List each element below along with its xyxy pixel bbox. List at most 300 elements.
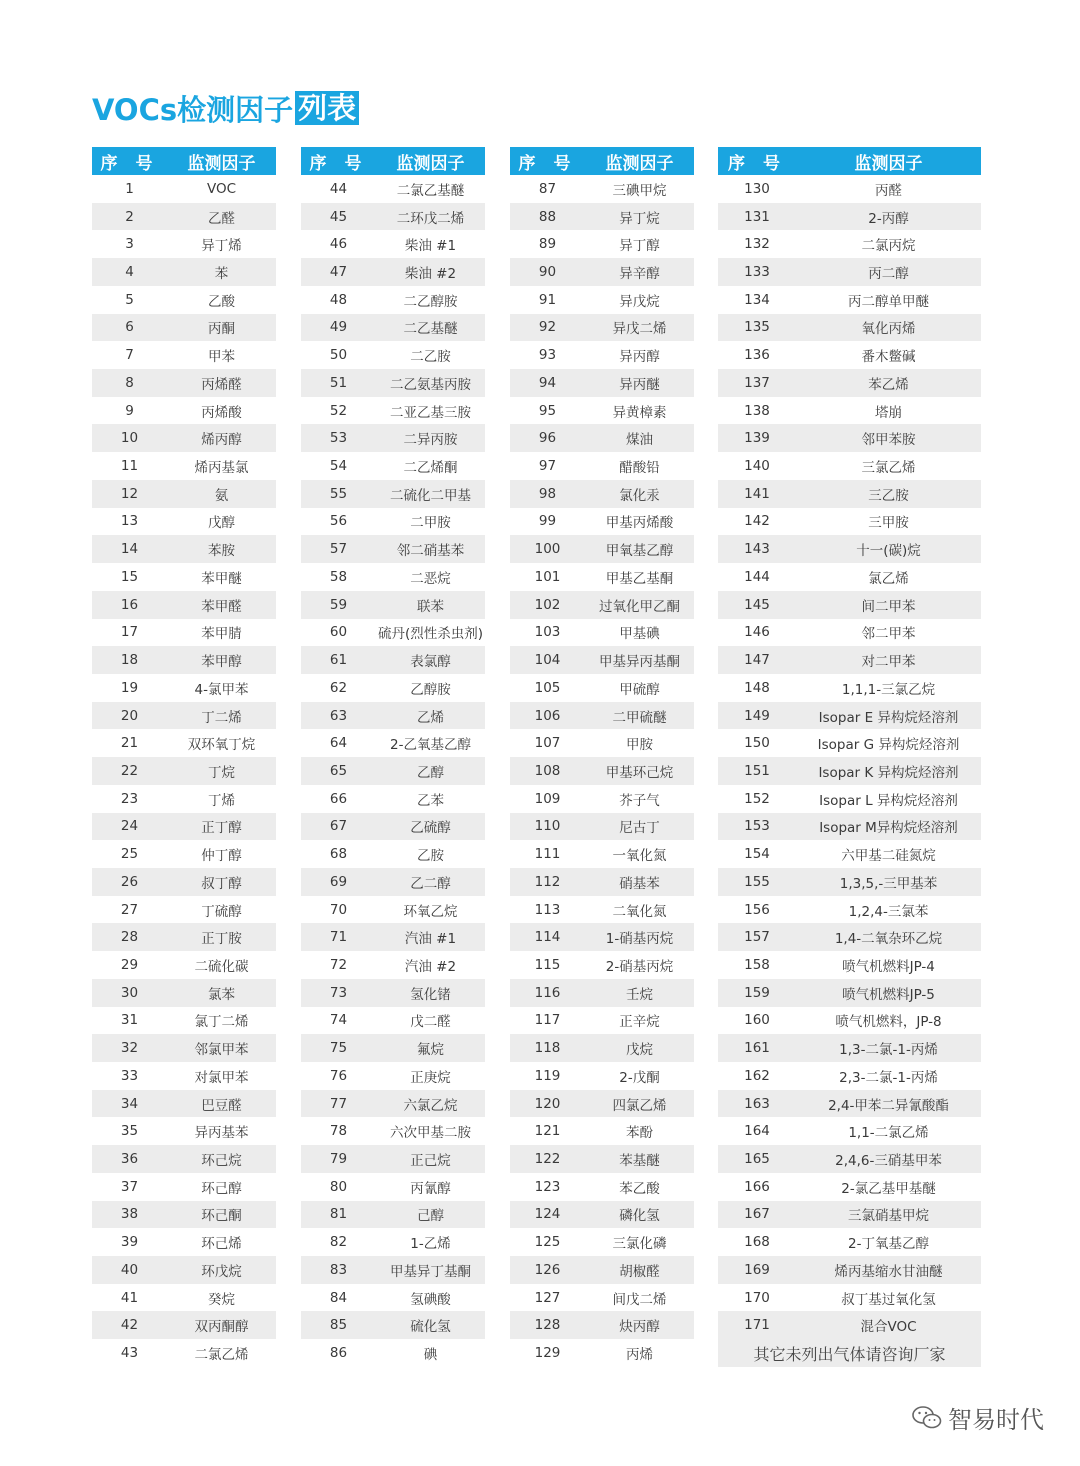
row-index: 58: [329, 568, 348, 585]
table-row: [510, 424, 694, 452]
row-factor: 异丙醇: [619, 349, 660, 366]
table-row: [92, 1284, 276, 1312]
row-factor: 二甲胺: [410, 515, 451, 532]
row-factor: 正丁醇: [201, 820, 242, 837]
brand-watermark: [912, 1400, 1044, 1435]
row-index: 46: [329, 236, 348, 253]
row-index: 150: [744, 735, 770, 752]
factor-table-2: [301, 147, 485, 1367]
row-index: 64: [329, 735, 348, 752]
row-factor: 甲基异丁基酮: [390, 1263, 471, 1280]
table-row: [301, 868, 485, 896]
row-factor: 甲苯: [208, 349, 235, 366]
table-row: [718, 840, 981, 868]
header-factor: 监测因子: [187, 153, 256, 174]
row-factor: VOC: [206, 180, 237, 197]
row-index: 16: [120, 596, 139, 613]
row-factor: 乙硫醇: [410, 820, 451, 837]
row-factor: 硫化氢: [410, 1319, 451, 1336]
row-factor: 苯基醚: [619, 1153, 660, 1170]
row-factor: 二亚乙基三胺: [390, 404, 471, 421]
table-row: [301, 923, 485, 951]
row-factor: 二乙醇胺: [403, 293, 458, 310]
row-factor: 苯甲醇: [201, 654, 242, 671]
header-index: 序 号: [728, 153, 786, 174]
table-row: [92, 840, 276, 868]
row-index: 132: [744, 236, 770, 253]
row-factor: 1-硝基丙烷: [605, 931, 674, 948]
table-row: [92, 1201, 276, 1229]
row-index: 71: [329, 929, 348, 946]
header-index: 序 号: [518, 153, 577, 174]
row-factor: 硫丹(烈性杀虫剂): [377, 626, 484, 643]
brand-name: 智易时代: [948, 1406, 1044, 1434]
row-index: 124: [534, 1206, 561, 1223]
row-factor: 尼古丁: [619, 820, 660, 837]
table-row: [92, 868, 276, 896]
table-row: [92, 314, 276, 342]
row-index: 80: [329, 1178, 348, 1195]
table-row: [92, 1007, 276, 1035]
page-title: [92, 88, 359, 128]
table-row: [92, 813, 276, 841]
row-factor: 1,4-二氧杂环乙烷: [834, 931, 943, 948]
contact-note: 其它未列出气体请咨询厂家: [718, 1339, 981, 1367]
row-factor: 甲基环己烷: [605, 764, 674, 781]
row-factor: 番木鳖碱: [861, 349, 916, 366]
row-index: 91: [538, 291, 557, 308]
table-row: [301, 452, 485, 480]
row-factor: 乙苯: [417, 792, 444, 809]
row-factor: 过氧化甲乙酮: [599, 598, 680, 615]
row-factor: Isopar E 异构烷烃溶剂: [818, 709, 959, 726]
row-index: 125: [534, 1234, 561, 1251]
row-factor: 1,3-二氯-1-丙烯: [839, 1042, 938, 1059]
row-index: 82: [329, 1234, 348, 1251]
table-row: [301, 1007, 485, 1035]
table-row: [92, 757, 276, 785]
row-factor: 正辛烷: [619, 1014, 660, 1031]
row-index: 79: [329, 1151, 348, 1168]
row-index: 136: [744, 347, 770, 364]
table-row: [92, 951, 276, 979]
row-index: 137: [744, 374, 770, 391]
row-factor: 正庚烷: [410, 1069, 451, 1086]
row-index: 54: [329, 458, 348, 475]
row-index: 45: [329, 208, 348, 225]
row-factor: 煤油: [626, 432, 653, 449]
row-factor: 丁烯: [208, 792, 235, 809]
row-factor: 丙二醇: [868, 266, 909, 283]
row-index: 73: [329, 984, 348, 1001]
row-index: 75: [329, 1040, 348, 1057]
table-row: [718, 480, 981, 508]
row-index: 7: [125, 347, 134, 364]
row-index: 77: [329, 1095, 348, 1112]
row-index: 100: [534, 541, 561, 558]
table-row: [92, 923, 276, 951]
row-index: 27: [120, 901, 139, 918]
row-factor: 乙烯: [417, 709, 444, 726]
row-factor: 甲基碘: [619, 626, 660, 643]
row-index: 31: [120, 1012, 139, 1029]
row-factor: 烯丙基缩水甘油醚: [834, 1263, 943, 1280]
wechat-icon: [912, 1405, 942, 1431]
table-row: [301, 1284, 485, 1312]
header-index: 序 号: [100, 153, 159, 174]
row-index: 135: [744, 319, 770, 336]
row-index: 165: [744, 1151, 770, 1168]
table-row: [92, 480, 276, 508]
row-index: 59: [329, 596, 348, 613]
table-row: [92, 1062, 276, 1090]
row-index: 147: [744, 652, 770, 669]
row-index: 102: [534, 596, 561, 613]
table-row: [301, 397, 485, 425]
row-index: 142: [744, 513, 770, 530]
row-factor: 六氯乙烷: [403, 1097, 458, 1114]
row-factor: 异丁烷: [619, 210, 660, 227]
table-row: [301, 258, 485, 286]
row-factor: 2,3-二氯-1-丙烯: [839, 1069, 938, 1086]
row-factor: 对氯甲苯: [194, 1069, 249, 1086]
row-index: 164: [744, 1123, 770, 1140]
table-row: [510, 591, 694, 619]
row-index: 155: [744, 873, 770, 890]
table-row: [301, 646, 485, 674]
row-factor: 烯丙基氯: [194, 460, 249, 477]
row-index: 129: [534, 1345, 561, 1362]
table-rows: [301, 175, 485, 1367]
row-factor: 硝基苯: [619, 875, 660, 892]
table-row: [92, 979, 276, 1007]
row-index: 89: [538, 236, 557, 253]
table-row: [510, 702, 694, 730]
row-factor: 苯乙烯: [868, 376, 909, 393]
table-row: [301, 619, 485, 647]
row-factor: 三氯乙烯: [861, 460, 916, 477]
row-index: 110: [534, 818, 561, 835]
table-row: [718, 896, 981, 924]
table-row: [718, 729, 981, 757]
row-index: 149: [744, 707, 770, 724]
table-row: [510, 979, 694, 1007]
row-index: 6: [125, 319, 134, 336]
table-rows: [510, 175, 694, 1367]
row-factor: 氧化丙烯: [861, 321, 916, 338]
row-index: 105: [534, 679, 561, 696]
row-index: 32: [120, 1040, 139, 1057]
row-index: 167: [744, 1206, 770, 1223]
table-row: [510, 314, 694, 342]
table-row: [718, 1090, 981, 1118]
table-row: [301, 535, 485, 563]
row-factor: 二氯乙基醚: [396, 182, 465, 199]
header-index: 序 号: [309, 153, 368, 174]
row-index: 66: [329, 790, 348, 807]
table-row: [510, 369, 694, 397]
row-index: 41: [120, 1289, 139, 1306]
row-factor: 正丁胺: [201, 931, 242, 948]
table-row: [718, 230, 981, 258]
row-index: 139: [744, 430, 770, 447]
row-factor: 二乙胺: [410, 349, 451, 366]
row-index: 107: [534, 735, 561, 752]
table-row: [718, 1256, 981, 1284]
table-row: [718, 1007, 981, 1035]
row-index: 33: [120, 1067, 139, 1084]
row-index: 126: [534, 1261, 561, 1278]
row-index: 93: [538, 347, 557, 364]
row-factor: 异丙醚: [619, 376, 660, 393]
row-index: 56: [329, 513, 348, 530]
row-factor: 苯甲腈: [201, 626, 242, 643]
row-index: 130: [744, 180, 770, 197]
row-factor: 苯乙酸: [619, 1180, 660, 1197]
row-factor: 六甲基二硅氮烷: [841, 848, 936, 865]
table-row: [510, 1339, 694, 1367]
row-factor: 二硫化二甲基: [390, 487, 471, 504]
row-index: 19: [120, 679, 139, 696]
row-index: 37: [120, 1178, 139, 1195]
table-row: [718, 923, 981, 951]
table-row: [92, 785, 276, 813]
row-index: 2: [125, 208, 134, 225]
table-row: [301, 591, 485, 619]
table-header: [92, 147, 276, 175]
table-row: [510, 452, 694, 480]
table-row: [510, 646, 694, 674]
row-index: 51: [329, 374, 348, 391]
row-index: 70: [329, 901, 348, 918]
row-index: 5: [125, 291, 134, 308]
row-factor: 氯丁二烯: [194, 1014, 249, 1031]
row-index: 117: [534, 1012, 561, 1029]
table-row: [718, 286, 981, 314]
table-row: [510, 1256, 694, 1284]
table-row: [92, 1173, 276, 1201]
row-index: 128: [534, 1317, 561, 1334]
row-index: 86: [329, 1345, 348, 1362]
row-factor: 4-氯甲苯: [194, 681, 249, 698]
row-factor: 二硫化碳: [194, 958, 249, 975]
factor-table-3: [510, 147, 694, 1367]
row-factor: 1,2,4-三氯苯: [848, 903, 929, 920]
row-index: 103: [534, 624, 561, 641]
row-factor: 巴豆醛: [201, 1097, 242, 1114]
row-index: 53: [329, 430, 348, 447]
table-row: [301, 729, 485, 757]
row-factor: 1,3,5,-三甲基苯: [839, 875, 938, 892]
row-factor: 柴油 #1: [404, 238, 457, 255]
title-highlight: 列表: [295, 91, 359, 125]
row-index: 21: [120, 735, 139, 752]
row-index: 94: [538, 374, 557, 391]
row-factor: 二乙基醚: [403, 321, 458, 338]
row-factor: 三甲胺: [868, 515, 909, 532]
row-index: 127: [534, 1289, 561, 1306]
factor-table-4: [718, 147, 981, 1367]
row-index: 141: [744, 485, 770, 502]
row-factor: Isopar G 异构烷烃溶剂: [817, 737, 960, 754]
table-row: [510, 508, 694, 536]
row-factor: 癸烷: [208, 1291, 235, 1308]
row-index: 104: [534, 652, 561, 669]
table-row: [510, 563, 694, 591]
table-row: [92, 341, 276, 369]
row-factor: 2-硝基丙烷: [605, 958, 674, 975]
row-factor: 间二甲苯: [861, 598, 916, 615]
row-factor: 叔丁基过氧化氢: [841, 1291, 936, 1308]
table-row: [92, 646, 276, 674]
row-index: 171: [744, 1317, 770, 1334]
row-factor: 苯: [214, 266, 229, 283]
row-factor: 汽油 #1: [404, 931, 457, 948]
table-row: [718, 1173, 981, 1201]
row-factor: 二恶烷: [410, 570, 451, 587]
row-factor: 三氯化磷: [612, 1236, 667, 1253]
row-factor: 四氯乙烯: [612, 1097, 667, 1114]
table-row: [718, 369, 981, 397]
table-row: [92, 175, 276, 203]
table-row: [718, 1034, 981, 1062]
table-row: [301, 1201, 485, 1229]
row-factor: 2-戊酮: [619, 1069, 660, 1086]
table-row: [718, 702, 981, 730]
table-row: [718, 951, 981, 979]
row-factor: 炔丙醇: [619, 1319, 660, 1336]
table-row: [301, 424, 485, 452]
row-factor: 氢化锗: [410, 986, 451, 1003]
table-row: [510, 230, 694, 258]
row-index: 15: [120, 568, 139, 585]
row-factor: 氨: [214, 487, 229, 504]
row-index: 163: [744, 1095, 770, 1112]
row-factor: 六次甲基二胺: [390, 1125, 471, 1142]
table-row: [510, 840, 694, 868]
row-index: 140: [744, 458, 770, 475]
row-factor: 苯甲醛: [201, 598, 242, 615]
table-row: [718, 397, 981, 425]
row-index: 131: [744, 208, 770, 225]
table-row: [510, 1145, 694, 1173]
table-row: [510, 175, 694, 203]
row-index: 28: [120, 929, 139, 946]
row-index: 143: [744, 541, 770, 558]
row-factor: 三碘甲烷: [612, 182, 667, 199]
table-row: [92, 702, 276, 730]
row-factor: 乙二醇: [410, 875, 451, 892]
table-row: [301, 757, 485, 785]
row-index: 29: [120, 956, 139, 973]
row-factor: Isopar K 异构烷烃溶剂: [818, 764, 959, 781]
table-row: [718, 1201, 981, 1229]
row-index: 74: [329, 1012, 348, 1029]
table-row: [301, 979, 485, 1007]
table-row: [301, 896, 485, 924]
table-row: [718, 868, 981, 896]
row-index: 160: [744, 1012, 770, 1029]
row-factor: 双环氧丁烷: [187, 737, 256, 754]
row-index: 25: [120, 846, 139, 863]
table-row: [92, 286, 276, 314]
row-index: 87: [538, 180, 557, 197]
table-row: [301, 840, 485, 868]
row-factor: 乙酸: [208, 293, 235, 310]
row-index: 85: [329, 1317, 348, 1334]
row-factor: 三乙胺: [868, 487, 909, 504]
row-index: 151: [744, 762, 770, 779]
row-factor: 乙醇: [417, 764, 444, 781]
row-factor: 甲基异丙基酮: [599, 654, 680, 671]
row-index: 48: [329, 291, 348, 308]
row-index: 112: [534, 873, 561, 890]
row-index: 30: [120, 984, 139, 1001]
row-index: 97: [538, 458, 557, 475]
row-factor: 氯苯: [208, 986, 235, 1003]
table-row: [510, 286, 694, 314]
table-row: [510, 1090, 694, 1118]
row-index: 145: [744, 596, 770, 613]
row-index: 101: [534, 568, 561, 585]
table-row: [718, 258, 981, 286]
table-row: [301, 203, 485, 231]
row-factor: 乙醇胺: [410, 681, 451, 698]
table-row: [301, 369, 485, 397]
row-factor: 甲氧基乙醇: [605, 543, 674, 560]
row-index: 34: [120, 1095, 139, 1112]
row-index: 69: [329, 873, 348, 890]
row-factor: 异黄樟素: [612, 404, 667, 421]
row-factor: 戊醇: [208, 515, 235, 532]
table-row: [301, 341, 485, 369]
row-index: 95: [538, 402, 557, 419]
row-index: 18: [120, 652, 139, 669]
table-row: [301, 1311, 485, 1339]
table-row: [510, 951, 694, 979]
row-factor: 丙二醇单甲醚: [848, 293, 929, 310]
row-factor: 醋酸铅: [619, 460, 660, 477]
table-row: [92, 563, 276, 591]
row-index: 158: [744, 956, 770, 973]
table-row: [510, 757, 694, 785]
table-row: [301, 286, 485, 314]
table-row: [718, 175, 981, 203]
table-row: [92, 729, 276, 757]
header-factor: 监测因子: [605, 153, 674, 174]
row-index: 72: [329, 956, 348, 973]
row-factor: 丙烯酸: [201, 404, 242, 421]
row-factor: 二乙氨基丙胺: [390, 376, 471, 393]
factor-table-1: [92, 147, 276, 1367]
row-index: 122: [534, 1151, 561, 1168]
table-row: [510, 258, 694, 286]
table-header: [301, 147, 485, 175]
table-header: [718, 147, 981, 175]
row-index: 78: [329, 1123, 348, 1140]
table-row: [92, 591, 276, 619]
row-index: 96: [538, 430, 557, 447]
row-factor: 喷气机燃料JP-5: [842, 986, 935, 1003]
row-factor: 己醇: [417, 1208, 444, 1225]
row-index: 133: [744, 264, 770, 281]
table-row: [92, 1145, 276, 1173]
table-row: [718, 1145, 981, 1173]
row-index: 38: [120, 1206, 139, 1223]
row-factor: 壬烷: [626, 986, 653, 1003]
table-row: [510, 1201, 694, 1229]
table-row: [92, 1311, 276, 1339]
